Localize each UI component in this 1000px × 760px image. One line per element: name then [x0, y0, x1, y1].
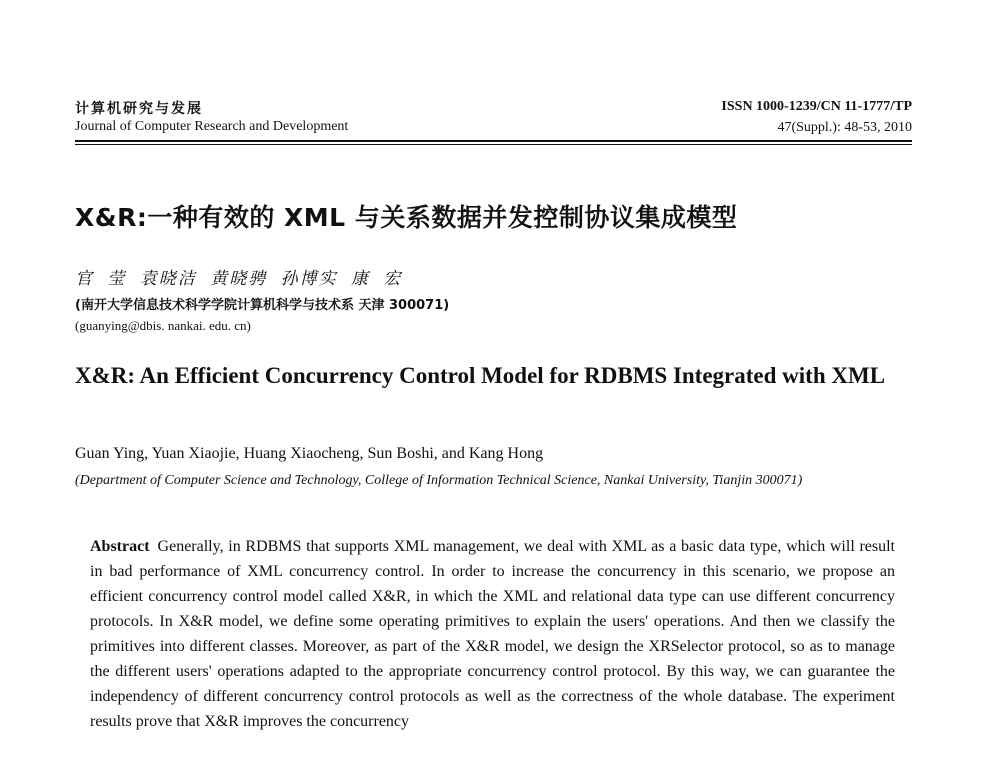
journal-name-en: Journal of Computer Research and Development [75, 119, 349, 134]
header-rule-thin [75, 144, 912, 145]
abstract-paragraph [90, 534, 895, 734]
paper-title-cn: X&R:一种有效的 XML 与关系数据并发控制协议集成模型 [75, 203, 738, 232]
affiliation-cn: (南开大学信息技术科学学院计算机科学与技术系 天津 300071) [75, 298, 450, 313]
header-rule-thick [75, 140, 912, 142]
paper-title-en: X&R: An Efficient Concurrency Control Model for RDBMS Integrated with XML [75, 363, 886, 388]
affiliation-en: (Department of Computer Science and Technology, College of Information Technical Science, Nankai University, Tianjin 300071) [75, 473, 803, 488]
abstract-text: Generally, in RDBMS that supports XML management, we deal with XML as a basic data type, which will result in bad performance of XML concurrency control. In order to increase the concurrency in this scenario, we propose an efficient concurrency control model called X&R, in which the XML and relational data type can use different concurrency protocols. In X&R model, we define some operating primitives to explain the users' operations. And then we classify the primitives into different classes. Moreover, as part of the X&R model, we design the XRSelector protocol, so as to manage the different users' operations adapted to the appropriate concurrency control protocol. By this way, we can guarantee the independency of different concurrency control protocols as well as the correctness of the whole database. The experiment results prove that X&R improves the concurrency [90, 538, 895, 730]
authors-cn: 官 莹 袁晓洁 黄晓骋 孙博实 康 宏 [75, 269, 403, 289]
author-email: (guanying@dbis. nankai. edu. cn) [75, 318, 251, 333]
issn-number: ISSN 1000-1239/CN 11-1777/TP [721, 99, 912, 114]
authors-en: Guan Ying, Yuan Xiaojie, Huang Xiaocheng, Sun Boshi, and Kang Hong [75, 445, 544, 462]
abstract-label: Abstract [90, 538, 150, 555]
journal-name-cn: 计算机研究与发展 [75, 101, 203, 117]
volume-pages: 47(Suppl.): 48-53, 2010 [777, 120, 912, 135]
